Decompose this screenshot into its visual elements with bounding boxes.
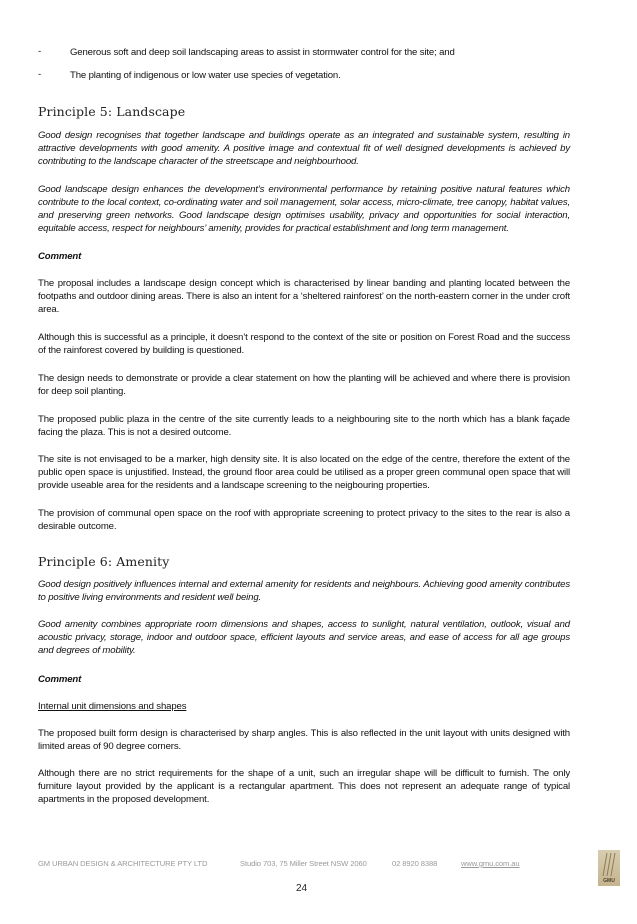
principle-6-intro-1: Good design positively influences internal and external amenity for residents and neighbours. Achieving good amenity contributes to positive living environments and resident well being. [38,579,570,603]
bullet-dash: - [38,69,42,80]
logo-stripes-icon [598,850,620,878]
principle-5-paragraph: The proposal includes a landscape design concept which is characterised by linear banding and planting located between the footpaths and outdoor dining areas. There is also an intent for a ‘sheltered rainforest’ on the north-eastern corner in the under croft area. [38,278,570,315]
principle-6-comment-label: Comment [38,674,82,685]
principle-6-heading: Principle 6: Amenity [38,554,170,569]
principle-6-intro-2: Good amenity combines appropriate room dimensions and shapes, access to sunlight, natural ventilation, outlook, visual and acoustic privacy, storage, indoor and outdoor space, efficient layouts and service areas, and ease of access for all age groups and degrees of mobility. [38,619,570,656]
footer-website-link[interactable]: www.gmu.com.au [461,859,520,868]
principle-5-paragraph: The site is not envisaged to be a marker, high density site. It is also located on the edge of the centre, therefore the extent of the public open space is unjustified. Instead, the ground floor area could be utilised as a proper green communal open space that will provide useable area for the residents and a landscape screening to the neigbouring properties. [38,454,570,491]
gmu-logo [598,850,620,886]
principle-5-paragraph: The proposed public plaza in the centre of the site currently leads to a neighbouring site to the north which has a blank façade facing the plaza. This is not a desired outcome. [38,414,570,438]
footer-company: GM URBAN DESIGN & ARCHITECTURE PTY LTD [38,859,208,868]
bullet-item: Generous soft and deep soil landscaping areas to assist in stormwater control for the site; and [70,47,455,58]
principle-5-comment-label: Comment [38,251,82,262]
footer-phone: 02 8920 8388 [392,859,438,868]
principle-5-paragraph: The design needs to demonstrate or provide a clear statement on how the planting will be achieved and where there is provision for deep soil planting. [38,373,570,397]
logo-text: GMU [603,878,615,884]
principle-5-intro-1: Good design recognises that together landscape and buildings operate as an integrated and sustainable system, resulting in attractive developments with good amenity. A positive image and contextual fit of well designed developments is achieved by contributing to the landscape character of the streetscape and neighbourhood. [38,130,570,167]
principle-5-heading: Principle 5: Landscape [38,104,186,119]
principle-6-subheading: Internal unit dimensions and shapes [38,701,187,712]
principle-5-paragraph: Although this is successful as a principle, it doesn’t respond to the context of the site or position on Forest Road and the success of the rainforest covered by building is questioned. [38,332,570,356]
principle-6-paragraph: The proposed built form design is characterised by sharp angles. This is also reflected in the unit layout with units designed with limited areas of 90 degree corners. [38,728,570,752]
page-number: 24 [296,883,308,894]
bullet-dash: - [38,46,42,57]
principle-5-paragraph: The provision of communal open space on the roof with appropriate screening to protect privacy to the sites to the rear is also a desirable outcome. [38,508,570,532]
footer-address: Studio 703, 75 Miller Street NSW 2060 [240,859,367,868]
bullet-item: The planting of indigenous or low water use species of vegetation. [70,70,341,81]
principle-6-paragraph: Although there are no strict requirements for the shape of a unit, such an irregular shape will be difficult to furnish. The only furniture layout provided by the applicant is a rectangular apartment. This does not represent an adequate range of typical apartments in the proposed development. [38,768,570,805]
principle-5-intro-2: Good landscape design enhances the development’s environmental performance by retaining positive natural features which contribute to the local context, co-ordinating water and soil management, solar access, micro-climate, tree canopy, habitat values, and preserving green networks. Good landscape design optimises usability, privacy and opportunities for social interaction, equitable access, respect for neighbours’ amenity, provides for practical establishment and long term management. [38,184,570,234]
